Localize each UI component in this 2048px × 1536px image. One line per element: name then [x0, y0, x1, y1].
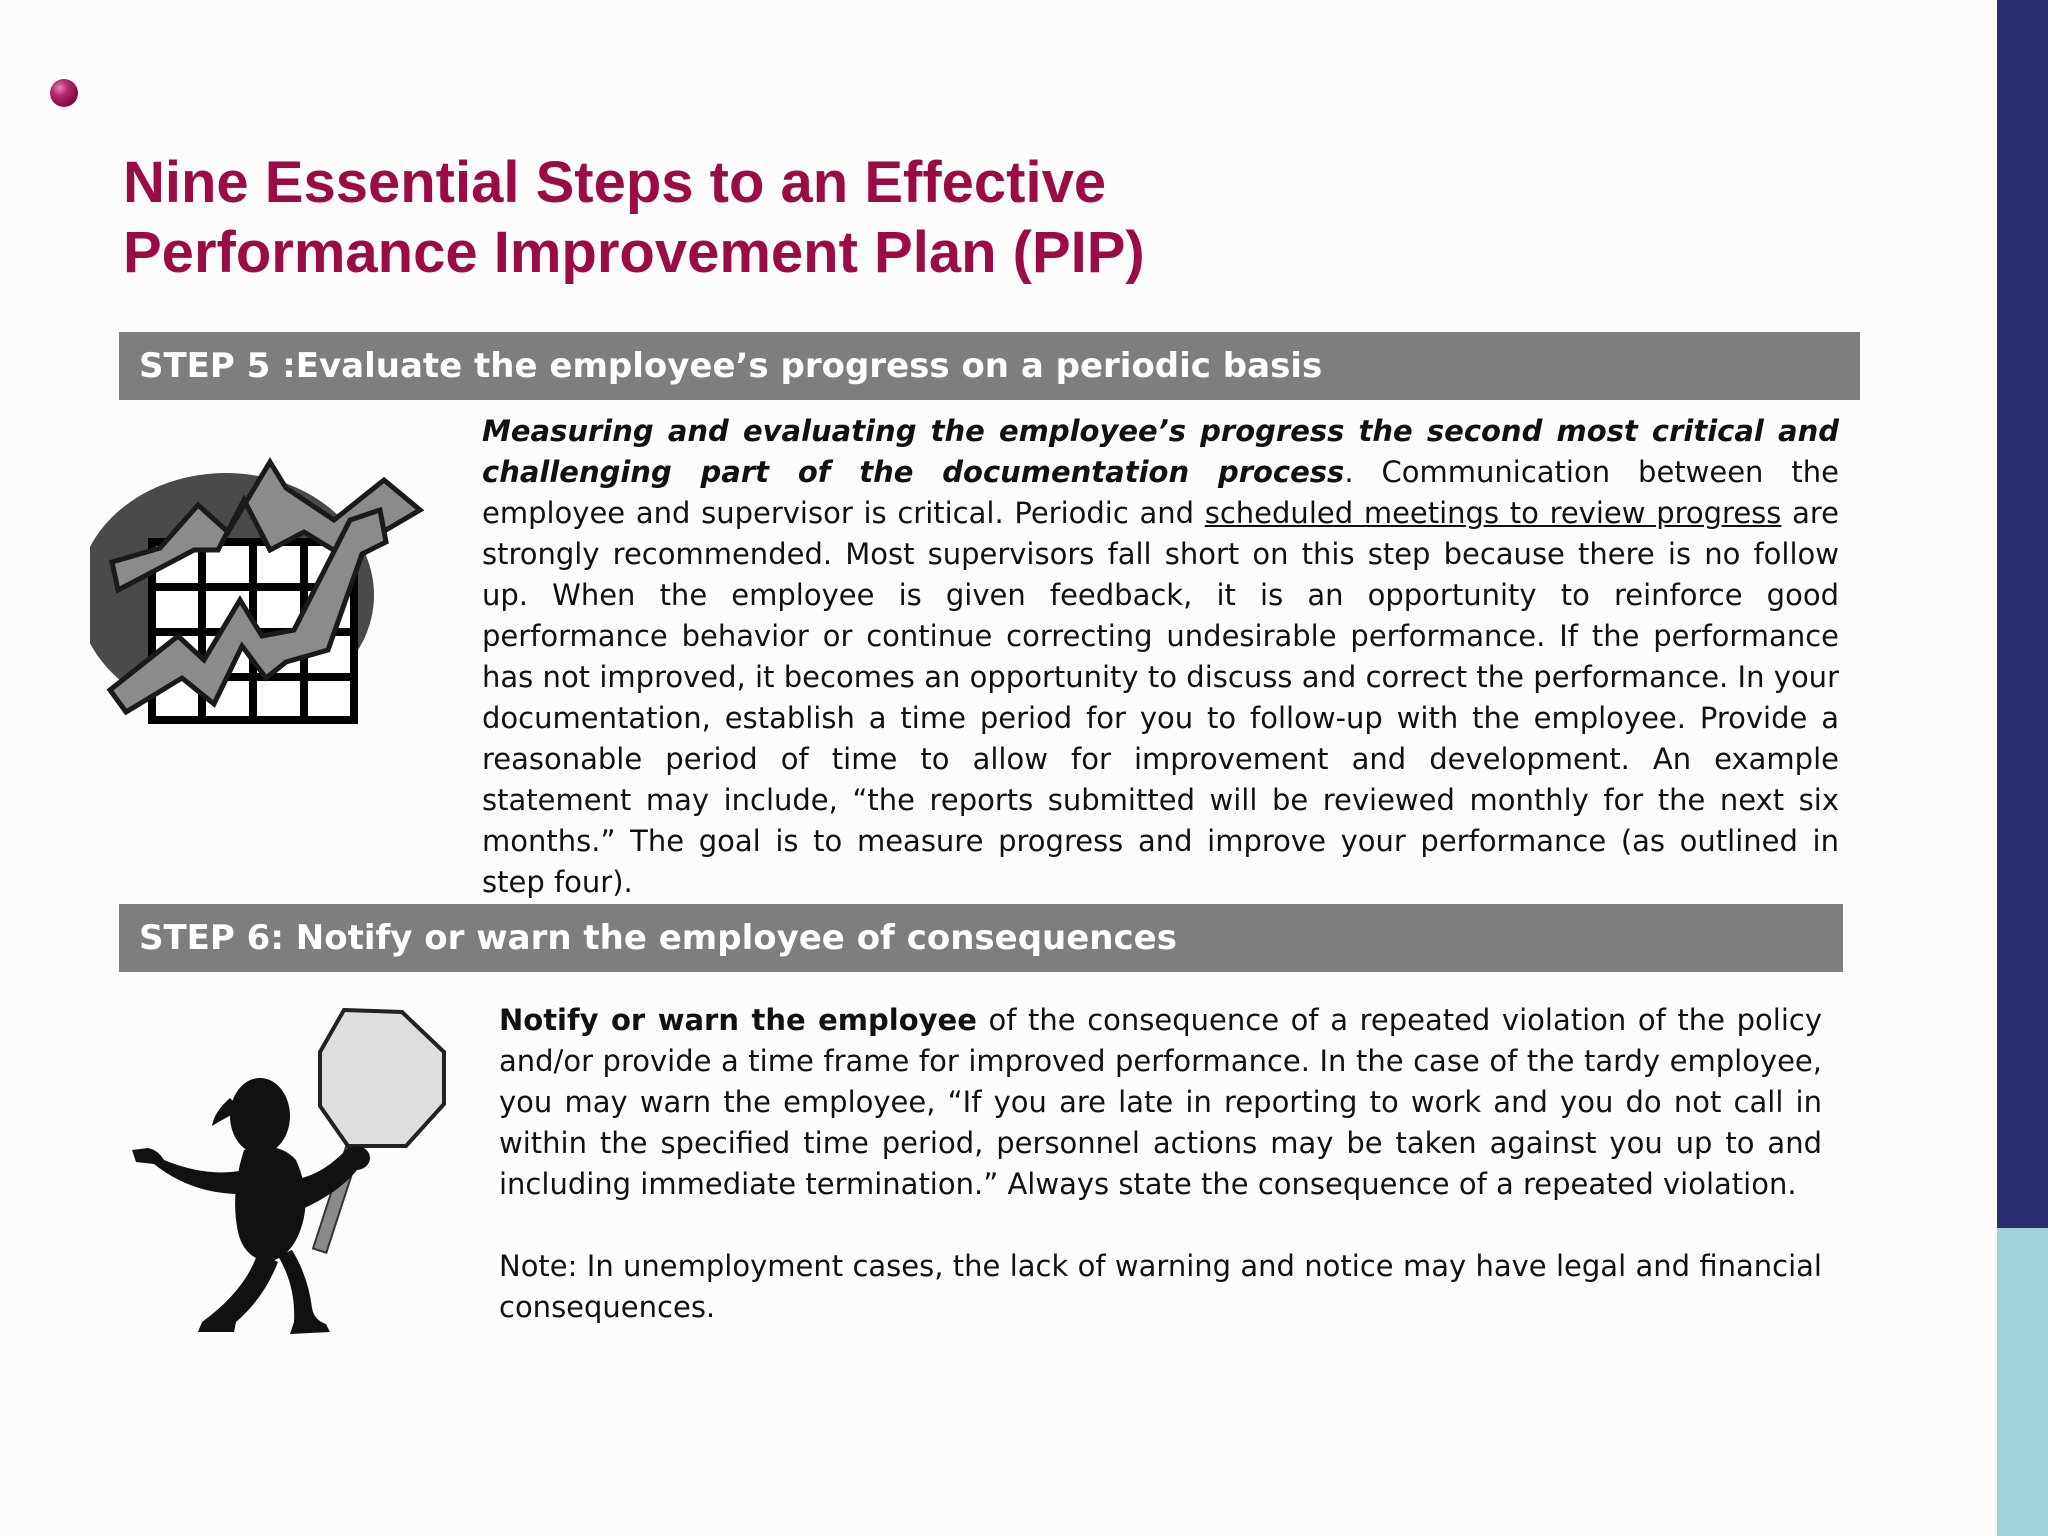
stop-sign-figure-icon: [118, 1000, 468, 1350]
step5-header: STEP 5 :Evaluate the employee’s progress on a periodic basis: [119, 332, 1860, 400]
step6-lead: Notify or warn the employee: [499, 1003, 977, 1037]
step5-text-1: . Communication between the employee and supervisor is critical. Periodic and: [482, 455, 1839, 530]
side-accent-bar-dark: [1997, 0, 2048, 1228]
title-line-1: Nine Essential Steps to an Effective: [123, 150, 1107, 215]
side-accent-bar-light: [1997, 1228, 2048, 1536]
page-title: [123, 148, 1623, 288]
growth-chart-icon: [90, 450, 430, 750]
step5-paragraph: [482, 411, 1839, 903]
step5-underlined: scheduled meetings to review progress: [1204, 496, 1782, 530]
step6-note: Note: In unemployment cases, the lack of warning and notice may have legal and financial consequences.: [499, 1249, 1822, 1324]
title-line-2: Performance Improvement Plan (PIP): [123, 220, 1145, 285]
step5-lead: Measuring and evaluating the employee’s progress the second most critical and challenging part of the documentation process: [482, 414, 1839, 489]
step5-text-2: are strongly recommended. Most supervisors fall short on this step because there is no follow up. When the employee is given feedback, it is an opportunity to reinforce good performance behavior or continue correcting undesirable performance. If the performance has not improved, it becomes an opportunity to discuss and correct the performance. In your documentation, establish a time period for you to follow-up with the employee. Provide a reasonable period of time to allow for improvement and development. An example statement may include, “the reports submitted will be reviewed monthly for the next six months.” The goal is to measure progress and improve your performance (as outlined in step four).: [482, 496, 1839, 899]
step6-paragraph: [499, 1000, 1822, 1205]
step6-header: STEP 6: Notify or warn the employee of consequences: [119, 904, 1843, 972]
step6-text: of the consequence of a repeated violation of the policy and/or provide a time frame for improved performance. In the case of the tardy employee, you may warn the employee, “If you are late in reporting to work and you do not call in within the specified time period, personnel actions may be taken against you up to and including immediate termination.” Always state the consequence of a repeated violation.: [499, 1003, 1822, 1201]
bullet-dot-icon: [50, 79, 78, 107]
